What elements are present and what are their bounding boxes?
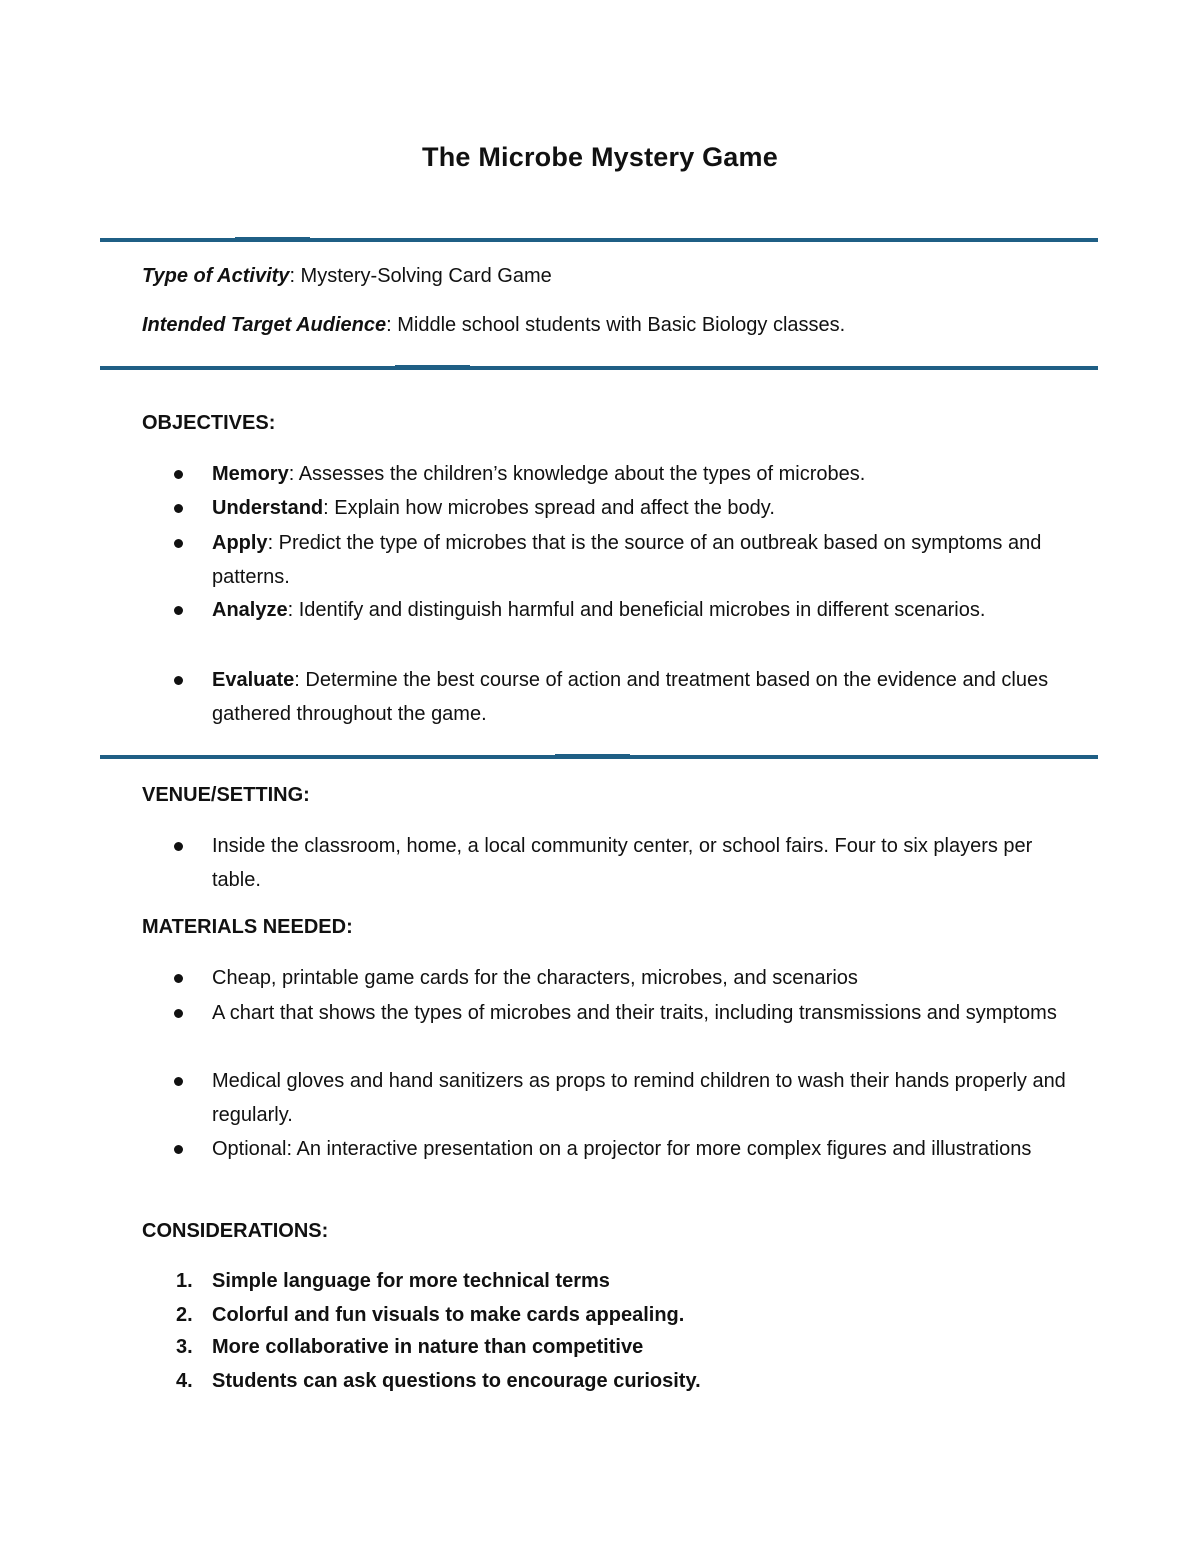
objective-item: [212, 663, 1072, 731]
bullet-icon: [174, 676, 183, 685]
objective-text: : Predict the type of microbes that is the source of an outbreak based on symptoms and patterns.: [212, 532, 1042, 588]
objective-text: : Determine the best course of action and treatment based on the evidence and clues gathered throughout the game.: [212, 669, 1049, 725]
bullet-icon: [174, 539, 183, 548]
objective-text: : Identify and distinguish harmful and beneficial microbes in different scenarios.: [287, 599, 986, 621]
consideration-number: 4.: [176, 1370, 193, 1392]
activity-type-label: Type of Activity: [142, 265, 290, 287]
bullet-icon: [174, 974, 183, 983]
bullet-icon: [174, 842, 183, 851]
venue-heading: VENUE/SETTING:: [142, 784, 310, 806]
bullet-icon: [174, 504, 183, 513]
consideration-number: 1.: [176, 1270, 193, 1292]
objective-term: Evaluate: [212, 669, 295, 691]
target-audience-line: [142, 308, 845, 342]
bullet-icon: [174, 606, 183, 615]
consideration-item: More collaborative in nature than competitive: [212, 1336, 644, 1358]
activity-type-line: [142, 259, 552, 293]
page-title: The Microbe Mystery Game: [422, 142, 778, 172]
consideration-number: 3.: [176, 1336, 193, 1358]
venue-item: Inside the classroom, home, a local community center, or school fairs. Four to six players per table.: [212, 835, 1033, 891]
bullet-icon: [174, 1009, 183, 1018]
materials-item: Optional: An interactive presentation on a projector for more complex figures and illustrations: [212, 1138, 1032, 1160]
materials-item: A chart that shows the types of microbes and their traits, including transmissions and symptoms: [212, 1002, 1057, 1024]
divider-rule: [100, 238, 1098, 242]
objective-item: [212, 593, 1072, 627]
objective-item: [212, 457, 1072, 491]
objective-term: Understand: [212, 497, 324, 519]
materials-item: Cheap, printable game cards for the characters, microbes, and scenarios: [212, 967, 858, 989]
divider-accent: [395, 365, 470, 367]
objective-item: [212, 491, 1072, 525]
objective-term: Analyze: [212, 599, 288, 621]
objective-term: Apply: [212, 532, 268, 554]
consideration-item: Colorful and fun visuals to make cards appealing.: [212, 1304, 685, 1326]
consideration-item: Simple language for more technical terms: [212, 1270, 610, 1292]
target-audience-value: : Middle school students with Basic Biology classes.: [386, 314, 846, 336]
divider-rule: [100, 366, 1098, 370]
bullet-icon: [174, 1077, 183, 1086]
considerations-heading: CONSIDERATIONS:: [142, 1220, 329, 1242]
materials-item: Medical gloves and hand sanitizers as props to remind children to wash their hands properly and regularly.: [212, 1070, 1066, 1126]
consideration-number: 2.: [176, 1304, 193, 1326]
target-audience-label: Intended Target Audience: [142, 314, 387, 336]
bullet-icon: [174, 470, 183, 479]
objective-term: Memory: [212, 463, 289, 485]
materials-heading: MATERIALS NEEDED:: [142, 916, 353, 938]
objectives-heading: OBJECTIVES:: [142, 412, 276, 434]
consideration-item: Students can ask questions to encourage curiosity.: [212, 1370, 701, 1392]
objective-text: : Assesses the children’s knowledge about the types of microbes.: [288, 463, 866, 485]
objective-text: : Explain how microbes spread and affect the body.: [323, 497, 775, 519]
bullet-icon: [174, 1145, 183, 1154]
divider-accent: [555, 754, 630, 756]
activity-type-value: : Mystery-Solving Card Game: [289, 265, 552, 287]
divider-accent: [235, 237, 310, 239]
divider-rule: [100, 755, 1098, 759]
objective-item: [212, 526, 1072, 594]
